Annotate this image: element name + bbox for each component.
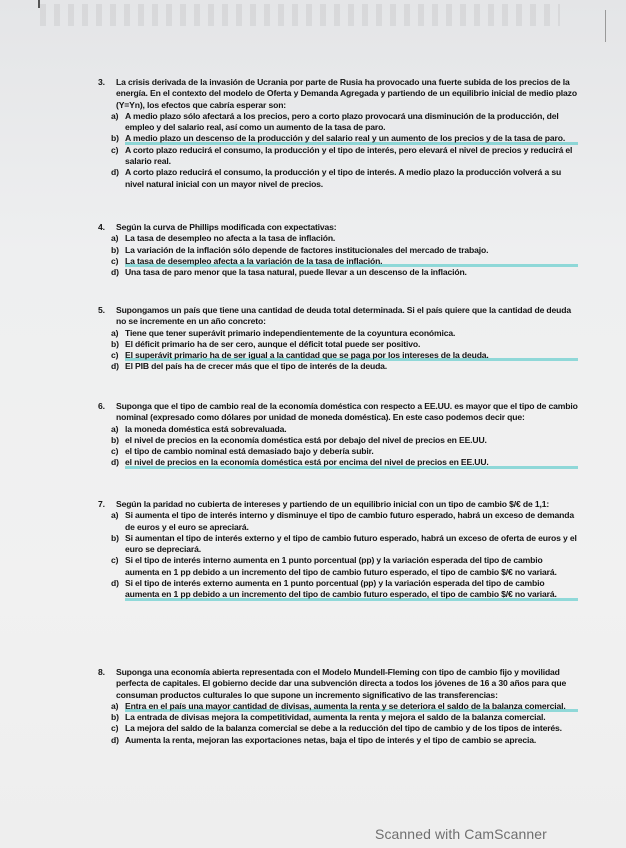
option-c <box>111 350 578 361</box>
option-b <box>111 712 578 723</box>
scanner-watermark: Scanned with CamScanner <box>375 826 547 842</box>
option-text: Si el tipo de interés interno aumenta en 1 punto porcentual (pp) y la variación esperada del tipo de cambio aumenta en 1 pp debido a un incremento del tipo de cambio futuro esperado, el tipo de cambio $/€ no variará. <box>125 555 557 577</box>
option-d <box>111 457 578 468</box>
option-b <box>111 435 578 446</box>
option-letter: c) <box>111 144 119 155</box>
option-b <box>111 133 578 144</box>
question-5 <box>98 305 578 373</box>
option-letter: d) <box>111 267 119 278</box>
highlighted-option-text: Si el tipo de interés externo aumenta en 1 punto porcentual (pp) y la variación esperada del tipo de cambio aumenta en 1 pp debido a un incremento del tipo de cambio futuro esperado, el tipo de cambio $/€ no variará. <box>125 578 578 601</box>
question-stem: Suponga que el tipo de cambio real de la economía doméstica con respecto a EE.UU. es mayor que el tipo de cambio nominal (expresado como dólares por unidad de moneda doméstica). En este caso podemos decir que: <box>116 401 578 423</box>
option-letter: a) <box>111 327 119 338</box>
option-letter: a) <box>111 110 119 121</box>
option-c <box>111 555 578 578</box>
option-text: La variación de la inflación sólo depende de factores institucionales del mercado de trabajo. <box>125 244 489 255</box>
option-letter: c) <box>111 446 119 457</box>
question-number: 4. <box>98 222 105 232</box>
option-letter: c) <box>111 723 119 734</box>
option-d <box>111 167 578 190</box>
option-d <box>111 361 578 372</box>
option-letter: b) <box>111 712 119 723</box>
option-letter: c) <box>111 350 119 361</box>
option-letter: c) <box>111 255 119 266</box>
option-letter: c) <box>111 555 119 566</box>
option-text: A medio plazo sólo afectará a los precios, pero a corto plazo provocará una disminución de la producción, del empleo y del salario real, así como un aumento de la tasa de paro. <box>125 110 559 133</box>
option-text: La mejora del saldo de la balanza comercial se debe a la reducción del tipo de cambio y de los tipos de interés. <box>125 723 562 734</box>
question-number: 3. <box>98 77 105 87</box>
option-b <box>111 533 578 556</box>
show-through-text <box>40 4 560 26</box>
option-a <box>111 328 578 339</box>
question-number: 6. <box>98 401 105 411</box>
question-stem: Según la paridad no cubierta de intereses y partiendo de un equilibrio inicial con un tipo de cambio $/€ de 1,1: <box>116 499 550 509</box>
option-b <box>111 245 578 256</box>
option-text: Tiene que tener superávit primario independientemente de la coyuntura económica. <box>125 327 456 338</box>
question-6 <box>98 401 578 469</box>
highlighted-option-text: A medio plazo un descenso de la producción y del salario real y un aumento de los precios y de la tasa de paro. <box>125 133 578 144</box>
option-c <box>111 723 578 734</box>
question-number: 5. <box>98 305 105 315</box>
option-letter: a) <box>111 233 119 244</box>
option-c <box>111 256 578 267</box>
option-a <box>111 510 578 533</box>
question-number: 7. <box>98 499 105 509</box>
option-letter: d) <box>111 734 119 745</box>
highlighted-option-text: La tasa de desempleo afecta a la variación de la tasa de inflación. <box>125 256 578 267</box>
question-number: 8. <box>98 667 105 677</box>
binding-mark <box>38 0 40 8</box>
question-3 <box>98 77 578 190</box>
highlighted-option-text: El superávit primario ha de ser igual a la cantidad que se paga por los intereses de la deuda. <box>125 350 578 361</box>
option-letter: b) <box>111 244 119 255</box>
option-letter: d) <box>111 361 119 372</box>
option-text: Una tasa de paro menor que la tasa natural, puede llevar a un descenso de la inflación. <box>125 267 467 278</box>
question-4 <box>98 222 578 278</box>
option-letter: d) <box>111 578 119 589</box>
highlighted-option-text: Entra en el país una mayor cantidad de divisas, aumenta la renta y se deteriora el saldo de la balanza comercial. <box>125 701 578 712</box>
option-letter: b) <box>111 434 119 445</box>
option-letter: a) <box>111 700 119 711</box>
option-letter: b) <box>111 133 119 144</box>
option-text: Si aumentan el tipo de interés externo y el tipo de cambio futuro esperado, habrá un exceso de oferta de euros y el euro se depreciará. <box>125 532 577 555</box>
option-d <box>111 735 578 746</box>
option-text: Aumenta la renta, mejoran las exportaciones netas, baja el tipo de interés y el tipo de cambio se aprecia. <box>125 734 537 745</box>
option-letter: b) <box>111 338 119 349</box>
option-text: el tipo de cambio nominal está demasiado bajo y debería subir. <box>125 446 374 457</box>
option-a <box>111 701 578 712</box>
question-7 <box>98 499 578 601</box>
page-edge-mark <box>605 10 606 42</box>
option-letter: d) <box>111 167 119 178</box>
option-a <box>111 233 578 244</box>
option-text: A corto plazo reducirá el consumo, la producción y el tipo de interés. A medio plazo la producción volverá a su nivel natural inicial con un mayor nivel de precios. <box>125 167 562 189</box>
option-c <box>111 145 578 168</box>
option-text: El déficit primario ha de ser cero, aunque el déficit total puede ser positivo. <box>125 338 421 349</box>
option-text: la moneda doméstica está sobrevaluada. <box>125 423 287 434</box>
option-text: La entrada de divisas mejora la competitividad, aumenta la renta y mejora el saldo de la balanza comercial. <box>125 712 546 723</box>
option-letter: a) <box>111 423 119 434</box>
option-letter: a) <box>111 510 119 521</box>
option-letter: d) <box>111 457 119 468</box>
option-text: La tasa de desempleo no afecta a la tasa de inflación. <box>125 233 336 244</box>
option-text: Si aumenta el tipo de interés interno y disminuye el tipo de cambio futuro esperado, habrá un exceso de demanda de euros y el euro se apreciará. <box>125 510 574 532</box>
option-b <box>111 339 578 350</box>
question-8 <box>98 667 578 746</box>
option-text: el nivel de precios en la economía doméstica está por debajo del nivel de precios en EE.UU. <box>125 434 487 445</box>
question-stem: La crisis derivada de la invasión de Ucrania por parte de Rusia ha provocado una fuerte subida de los precios de la energía. En el contexto del modelo de Oferta y Demanda Agregada y partiendo de un equilibrio inicial de medio plazo (Y=Yn), los efectos que cabría esperar son: <box>116 77 577 110</box>
question-stem: Supongamos un país que tiene una cantidad de deuda total determinada. Si el país quiere que la cantidad de deuda no se incremente en un año concreto: <box>116 305 571 327</box>
option-letter: b) <box>111 532 119 543</box>
option-a <box>111 424 578 435</box>
question-stem: Según la curva de Phillips modificada con expectativas: <box>116 222 337 232</box>
option-text: El PIB del país ha de crecer más que el tipo de interés de la deuda. <box>125 361 388 372</box>
highlighted-option-text: el nivel de precios en la economía doméstica está por encima del nivel de precios en EE.UU. <box>125 457 578 468</box>
option-a <box>111 111 578 134</box>
option-c <box>111 446 578 457</box>
option-d <box>111 578 578 601</box>
option-text: A corto plazo reducirá el consumo, la producción y el tipo de interés, pero elevará el nivel de precios y reducirá el salario real. <box>125 144 573 167</box>
question-stem: Suponga una economía abierta representada con el Modelo Mundell-Fleming con tipo de cambio fijo y movilidad perfecta de capitales. El gobierno decide dar una subvención directa a todos los jóvenes de 16 a 30 años para que consuman productos culturales lo que supone un incremento significativo de las transferencias: <box>116 667 567 700</box>
option-d <box>111 267 578 278</box>
